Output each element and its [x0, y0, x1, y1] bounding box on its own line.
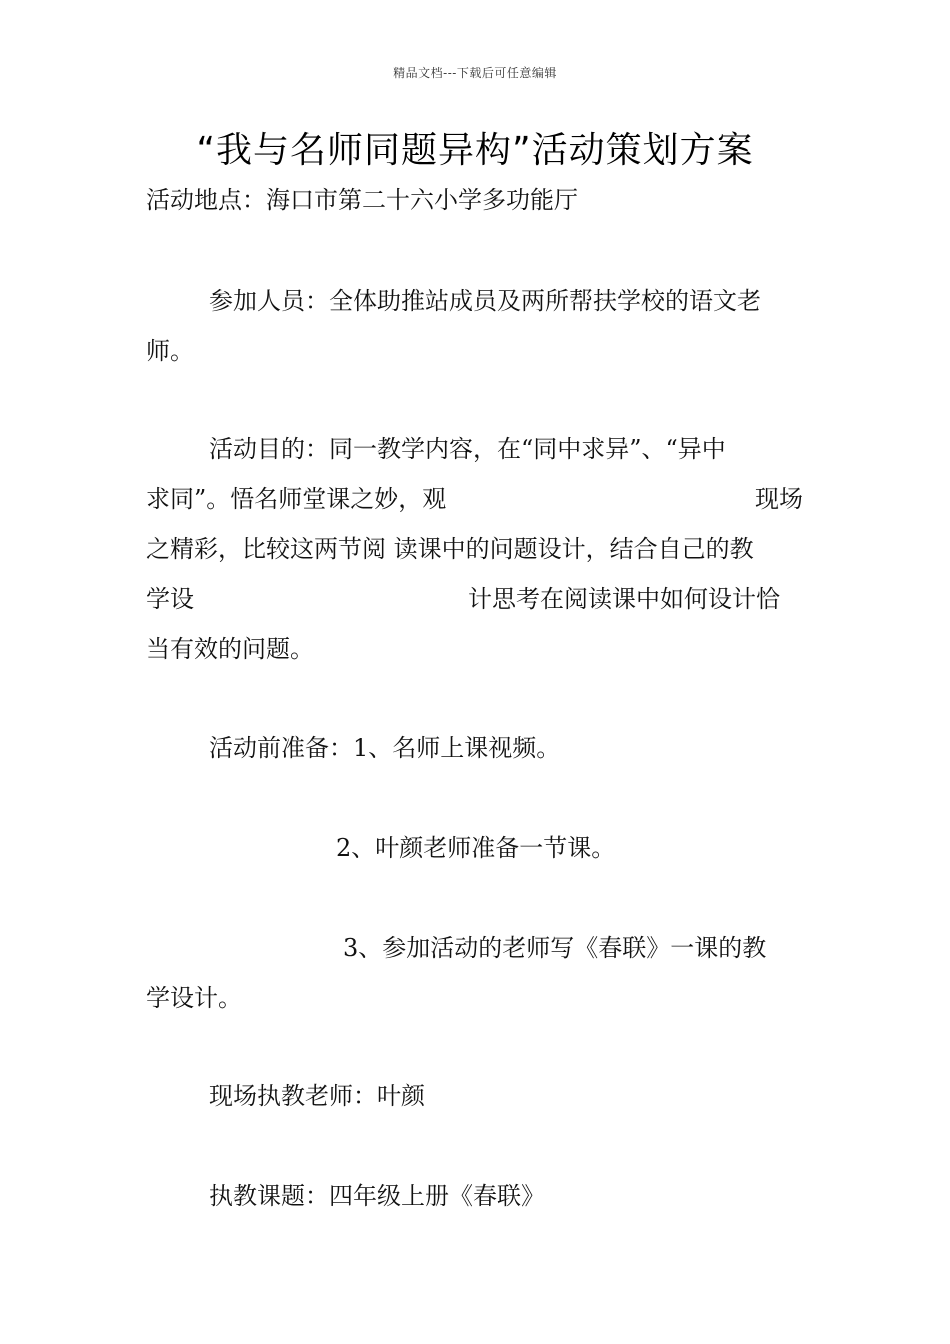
document-title: “我与名师同题异构”活动策划方案	[196, 130, 754, 171]
purpose-line-2a: 求同”。悟名师堂课之妙，观	[146, 485, 447, 513]
purpose-line-4b: 计思考在阅读课中如何设计恰	[468, 585, 780, 613]
location-line: 活动地点：海口市第二十六小学多功能厅	[146, 186, 578, 214]
teacher-line: 现场执教老师：叶颜	[209, 1082, 425, 1110]
purpose-line-1: 活动目的：同一教学内容，在“同中求异”、“异中	[209, 435, 726, 463]
prep-item-3-line-2: 学设计。	[146, 984, 242, 1012]
participants-line-1: 参加人员：全体助推站成员及两所帮扶学校的语文老	[209, 287, 761, 315]
prep-item-1: 活动前准备：1、名师上课视频。	[209, 734, 561, 762]
header-note: 精品文档---下载后可任意编辑	[393, 66, 557, 80]
purpose-line-4a: 学设	[146, 585, 194, 613]
purpose-line-2b: 现场	[755, 485, 803, 513]
purpose-line-5: 当有效的问题。	[146, 635, 314, 663]
purpose-line-3: 之精彩，比较这两节阅 读课中的问题设计，结合自己的教	[146, 535, 754, 563]
topic-line: 执教课题：四年级上册《春联》	[209, 1182, 545, 1210]
participants-line-2: 师。	[146, 337, 194, 365]
prep-item-3-line-1: 3、参加活动的老师写《春联》一课的教	[343, 934, 767, 962]
prep-item-2: 2、叶颜老师准备一节课。	[336, 834, 616, 862]
